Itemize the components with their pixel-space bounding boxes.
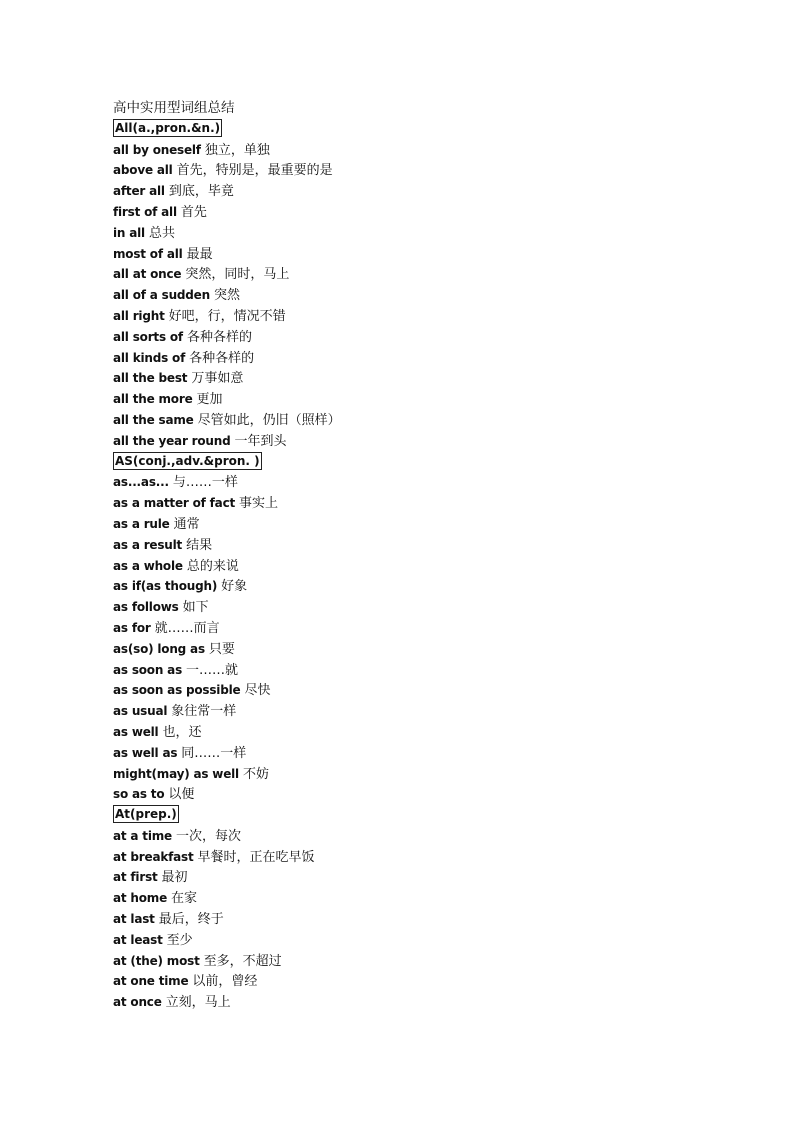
phrase-chinese: 总共 <box>148 225 175 241</box>
phrase-english: as usual <box>113 704 168 719</box>
phrase-entry <box>113 493 733 514</box>
phrase-chinese: 总的来说 <box>186 558 239 574</box>
phrase-english: all the best <box>113 371 188 386</box>
phrase-entry <box>113 764 733 785</box>
phrase-chinese: 一次，每次 <box>175 828 241 844</box>
phrase-chinese: 最后，终于 <box>158 912 224 928</box>
phrase-chinese: 尽快 <box>244 683 271 699</box>
section-heading-box: At(prep.) <box>115 807 177 822</box>
phrase-english: most of all <box>113 246 183 261</box>
phrase-english: as well as <box>113 745 178 760</box>
phrase-chinese: 只要 <box>208 641 235 657</box>
phrase-chinese: 在家 <box>171 891 198 907</box>
phrase-chinese: 结果 <box>186 537 213 553</box>
phrase-english: as well <box>113 724 159 739</box>
phrase-entry <box>113 160 733 181</box>
phrase-chinese: 也，还 <box>162 724 202 740</box>
phrase-entry <box>113 826 733 847</box>
phrase-chinese: 万事如意 <box>191 371 244 387</box>
phrase-chinese: 各种各样的 <box>189 350 255 366</box>
phrase-english: all the same <box>113 412 194 427</box>
phrase-entry <box>113 888 733 909</box>
phrase-entry <box>113 722 733 743</box>
phrase-entry <box>113 660 733 681</box>
phrase-chinese: 各种各样的 <box>186 329 252 345</box>
phrase-entry <box>113 701 733 722</box>
phrase-english: so as to <box>113 787 165 802</box>
phrase-chinese: 立刻，马上 <box>165 995 231 1011</box>
phrase-chinese: 不妨 <box>242 766 269 782</box>
phrase-chinese: 事实上 <box>239 496 279 512</box>
section-heading <box>113 805 733 826</box>
phrase-entry <box>113 306 733 327</box>
phrase-chinese: 早餐时，正在吃早饭 <box>197 849 315 865</box>
phrase-english: as(so) long as <box>113 641 205 656</box>
phrase-entry <box>113 140 733 161</box>
phrase-entry <box>113 909 733 930</box>
phrase-english: after all <box>113 184 165 199</box>
section-heading-box: AS(conj.,adv.&pron. ) <box>115 453 260 468</box>
phrase-chinese: 以前，曾经 <box>192 974 258 990</box>
phrase-english: in all <box>113 225 145 240</box>
phrase-entry <box>113 368 733 389</box>
phrase-entry <box>113 535 733 556</box>
phrase-chinese: 首先 <box>180 204 207 220</box>
phrase-entry <box>113 971 733 992</box>
phrase-chinese: 同……一样 <box>181 745 247 761</box>
phrase-english: at last <box>113 912 155 927</box>
phrase-english: as if(as though) <box>113 579 218 594</box>
phrase-entry <box>113 181 733 202</box>
phrase-english: at breakfast <box>113 849 194 864</box>
phrase-chinese: 一年到头 <box>234 433 287 449</box>
phrase-entry <box>113 431 733 452</box>
document-page <box>113 98 733 1013</box>
phrase-english: at one time <box>113 974 189 989</box>
phrase-entry <box>113 680 733 701</box>
phrase-chinese: 通常 <box>173 516 200 532</box>
section-heading <box>113 119 733 140</box>
phrase-english: all right <box>113 308 165 323</box>
phrase-english: all sorts of <box>113 329 183 344</box>
phrase-english: as a rule <box>113 516 170 531</box>
phrase-entry <box>113 784 733 805</box>
phrase-english: at home <box>113 891 168 906</box>
phrase-english: all the year round <box>113 433 231 448</box>
phrase-entry <box>113 639 733 660</box>
phrase-entry <box>113 244 733 265</box>
phrase-entry <box>113 410 733 431</box>
phrase-entry <box>113 202 733 223</box>
phrase-entry <box>113 327 733 348</box>
phrase-english: as a whole <box>113 558 183 573</box>
phrase-english: as for <box>113 620 151 635</box>
phrase-chinese: 突然 <box>213 288 240 304</box>
phrase-english: at least <box>113 932 163 947</box>
phrase-chinese: 至少 <box>166 932 193 948</box>
phrase-english: all kinds of <box>113 350 186 365</box>
phrase-entry <box>113 514 733 535</box>
phrase-chinese: 好象 <box>221 579 248 595</box>
phrase-english: as soon as <box>113 662 183 677</box>
phrase-list <box>113 119 733 1013</box>
phrase-chinese: 独立，单独 <box>204 142 270 158</box>
phrase-entry <box>113 223 733 244</box>
phrase-english: at first <box>113 870 158 885</box>
phrase-chinese: 好吧，行，情况不错 <box>168 308 286 324</box>
phrase-entry <box>113 348 733 369</box>
phrase-english: first of all <box>113 204 177 219</box>
phrase-chinese: 最最 <box>186 246 213 262</box>
phrase-entry <box>113 597 733 618</box>
document-title: 高中实用型词组总结 <box>113 100 235 116</box>
phrase-chinese: 如下 <box>182 600 209 616</box>
phrase-entry <box>113 743 733 764</box>
phrase-entry <box>113 951 733 972</box>
phrase-entry <box>113 847 733 868</box>
phrase-entry <box>113 618 733 639</box>
phrase-chinese: 以便 <box>168 787 195 803</box>
phrase-entry <box>113 472 733 493</box>
phrase-english: at (the) most <box>113 953 200 968</box>
phrase-chinese: 首先，特别是，最重要的是 <box>176 163 333 179</box>
phrase-chinese: 至多，不超过 <box>203 953 282 969</box>
phrase-english: all at once <box>113 267 182 282</box>
phrase-entry <box>113 992 733 1013</box>
section-heading <box>113 452 733 473</box>
phrase-entry <box>113 867 733 888</box>
phrase-chinese: 象往常一样 <box>171 704 237 720</box>
phrase-entry <box>113 389 733 410</box>
phrase-english: as soon as possible <box>113 683 241 698</box>
phrase-english: all the more <box>113 392 193 407</box>
section-heading-box: All(a.,pron.&n.) <box>115 120 221 135</box>
phrase-entry <box>113 576 733 597</box>
phrase-chinese: 与……一样 <box>172 475 238 491</box>
phrase-entry <box>113 285 733 306</box>
phrase-chinese: 就……而言 <box>154 620 220 636</box>
phrase-chinese: 尽管如此，仍旧（照样） <box>197 412 341 428</box>
phrase-english: might(may) as well <box>113 766 239 781</box>
phrase-entry <box>113 930 733 951</box>
phrase-english: at once <box>113 995 162 1010</box>
phrase-english: as a matter of fact <box>113 496 236 511</box>
phrase-chinese: 更加 <box>196 392 223 408</box>
phrase-entry <box>113 556 733 577</box>
phrase-english: at a time <box>113 828 172 843</box>
phrase-english: as...as... <box>113 475 169 490</box>
phrase-entry <box>113 264 733 285</box>
phrase-english: all of a sudden <box>113 288 210 303</box>
phrase-english: above all <box>113 163 173 178</box>
phrase-chinese: 到底，毕竟 <box>168 184 234 200</box>
phrase-english: as a result <box>113 537 183 552</box>
phrase-chinese: 最初 <box>161 870 188 886</box>
phrase-english: as follows <box>113 600 179 615</box>
phrase-chinese: 突然，同时，马上 <box>185 267 290 283</box>
phrase-chinese: 一……就 <box>186 662 239 678</box>
phrase-english: all by oneself <box>113 142 201 157</box>
